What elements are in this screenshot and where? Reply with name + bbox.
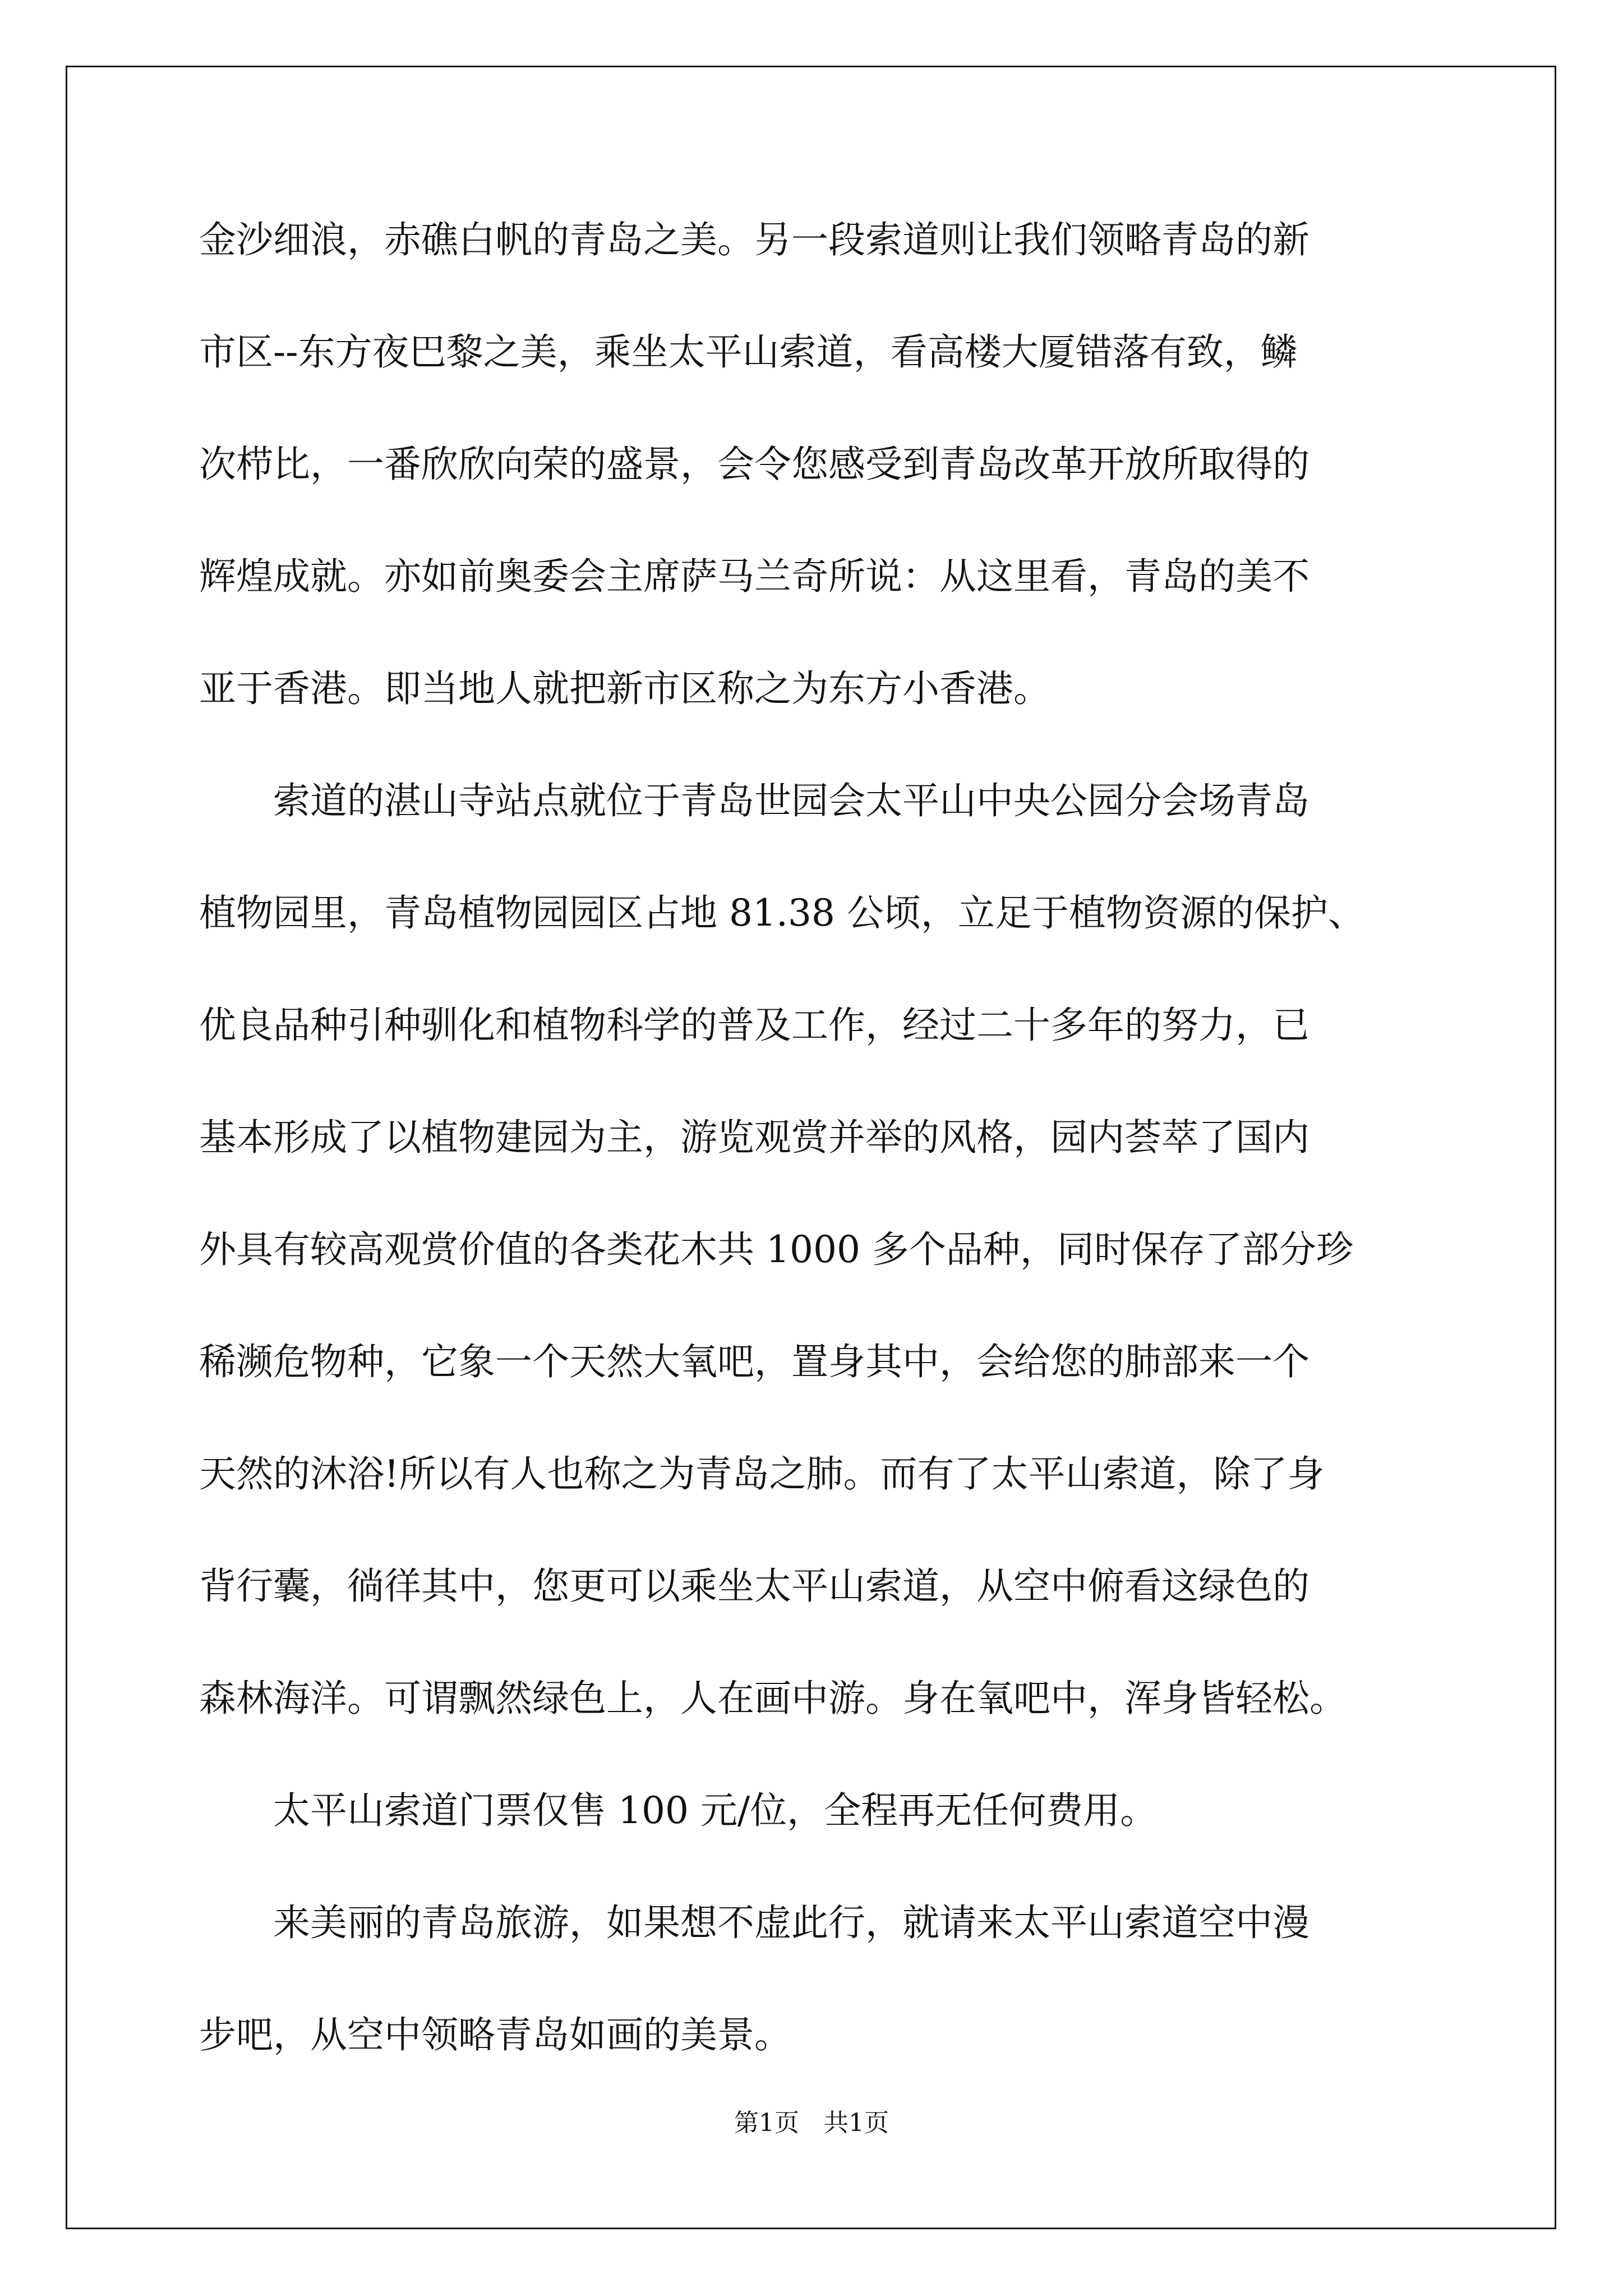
body-line: 辉煌成就。亦如前奥委会主席萨马兰奇所说：从这里看，青岛的美不 [199, 555, 1310, 598]
body-line: 植物园里，青岛植物园园区占地 81.38 公顷，立足于植物资源的保护、 [199, 891, 1365, 935]
body-line: 天然的沐浴!所以有人也称之为青岛之肺。而有了太平山索道，除了身 [199, 1452, 1325, 1496]
body-line: 索道的湛山寺站点就位于青岛世园会太平山中央公园分会场青岛 [199, 779, 1310, 822]
body-line: 太平山索道门票仅售 100 元/位，全程再无任何费用。 [199, 1789, 1158, 1832]
body-line: 基本形成了以植物建园为主，游览观赏并举的风格，园内荟萃了国内 [199, 1116, 1310, 1159]
body-line: 背行囊，徜徉其中，您更可以乘坐太平山索道，从空中俯看这绿色的 [199, 1565, 1310, 1608]
body-line: 外具有较高观赏价值的各类花木共 1000 多个品种，同时保存了部分珍 [199, 1228, 1353, 1271]
body-line: 森林海洋。可谓飘然绿色上，人在画中游。身在氧吧中，浑身皆轻松。 [199, 1677, 1347, 1720]
body-line: 稀濒危物种，它象一个天然大氧吧，置身其中，会给您的肺部来一个 [199, 1340, 1310, 1383]
body-line: 步吧，从空中领略青岛如画的美景。 [199, 2013, 791, 2056]
body-line: 市区--东方夜巴黎之美，乘坐太平山索道，看高楼大厦错落有致，鳞 [199, 330, 1298, 374]
body-line: 来美丽的青岛旅游，如果想不虚此行，就请来太平山索道空中漫 [199, 1901, 1310, 1944]
document-body [199, 218, 1433, 2125]
body-line: 次栉比，一番欣欣向荣的盛景，会令您感受到青岛改革开放所取得的 [199, 443, 1310, 486]
body-line: 优良品种引种驯化和植物科学的普及工作，经过二十多年的努力，已 [199, 1004, 1310, 1047]
page-number-footer: 第1页 共1页 [734, 2109, 889, 2137]
body-line: 金沙细浪，赤礁白帆的青岛之美。另一段索道则让我们领略青岛的新 [199, 218, 1310, 261]
body-line: 亚于香港。即当地人就把新市区称之为东方小香港。 [199, 667, 1050, 710]
